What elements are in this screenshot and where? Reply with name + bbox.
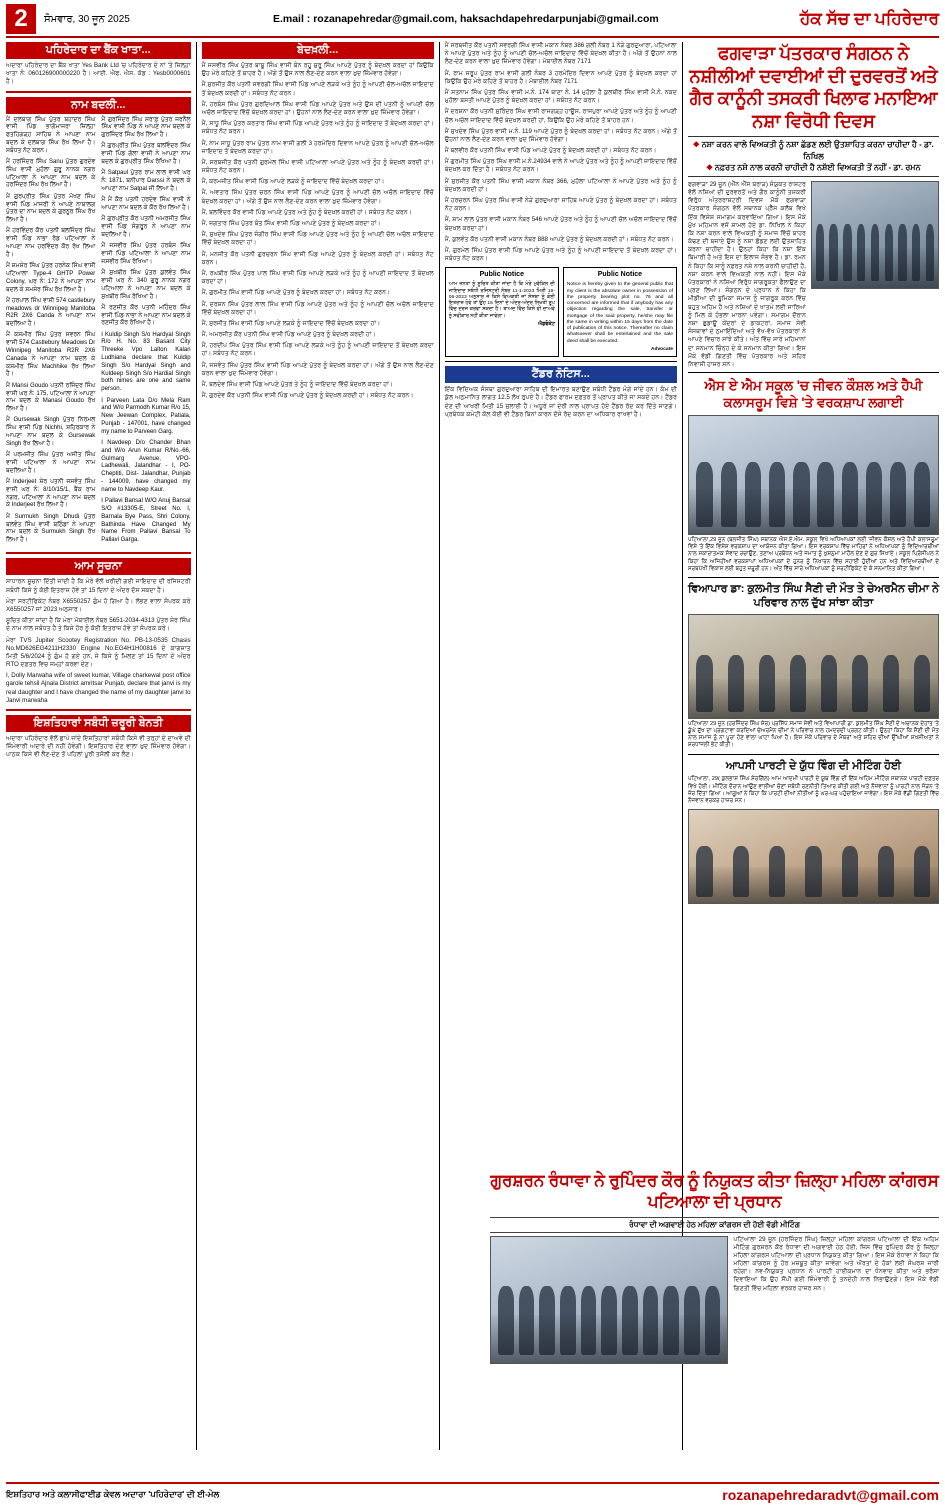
disownment-list-continued [445,42,677,263]
classified-entry: ਮੈਂ, ਹਰਦੀਪ ਸਿੰਘ ਪੁੱਤਰ ਸਿੰਘ ਵਾਸੀ ਪਿੰਡ ਆਪਣੇ ਲੜਕੇ ਅਤੇ ਨੂੰਹ ਨੂੰ ਆਪਣੀ ਜਾਇਦਾਦ ਤੋਂ ਬੇਦਖ਼ਲ ਕਰਦਾ ਹਾਂ। ਸਬੰਧਤ ਨੋਟ ਕਰਨ। [201,342,434,358]
tender-notice-text: ਇੱਕ ਵਿਦਿਅਕ ਸੰਸਥਾ ਗੁਰਦੁਆਰਾ ਸਾਹਿਬ ਦੀ ਇਮਾਰਤ ਬਣਾਉਣ ਸਬੰਧੀ ਟੈਂਡਰ ਮੰਗੇ ਜਾਂਦੇ ਹਨ। ਕੰਮ ਦੀ ਕੁੱਲ ਅਨੁਮਾਨਿਤ ਲਾਗਤ 12.5 ਲੱਖ ਰੁਪਏ ਹੈ। ਟੈਂਡਰ ਫਾਰਮ ਦਫ਼ਤਰ ਤੋਂ ਪ੍ਰਾਪਤ ਕੀਤੇ ਜਾ ਸਕਦੇ ਹਨ। ਟੈਂਡਰ ਦੇਣ ਦੀ ਆਖਰੀ ਮਿਤੀ 15 ਜੁਲਾਈ ਹੈ। ਅਧੂਰੇ ਜਾਂ ਦੇਰੀ ਨਾਲ ਪ੍ਰਾਪਤ ਹੋਏ ਟੈਂਡਰ ਰੱਦ ਕਰ ਦਿੱਤੇ ਜਾਣਗੇ। ਪ੍ਰਬੰਧਕ ਕਮੇਟੀ ਕੋਲ ਕੋਈ ਵੀ ਟੈਂਡਰ ਬਿਨਾਂ ਕਾਰਨ ਦੱਸੇ ਰੱਦ ਕਰਨ ਦਾ ਅਧਿਕਾਰ ਰਾਖਵਾਂ ਹੈ। [444,386,677,418]
lead-headline: ਫਗਵਾੜਾ ਪੱਤਰਕਾਰ ਸੰਗਠਨ ਨੇ ਨਸ਼ੀਲੀਆਂ ਦਵਾਈਆਂ ਦੀ ਦੁਰਵਰਤੋਂ ਅਤੇ ਗੈਰ ਕਾਨੂੰਨੀ ਤਸਕਰੀ ਖਿਲਾਫ ਮਨਾਇਆ ਨਸ਼ਾ ਵਿਰੋਧੀ ਦਿਵਸ [689,43,938,131]
classified-entry: ਮੈਂ ਜਸਵੀਰ ਸਿੰਘ ਪੁੱਤਰ ਹਰਬੰਸ ਸਿੰਘ ਵਾਸੀ ਪਿੰਡ ਪਟਿਆਲਾ ਨੇ ਆਪਣਾ ਨਾਮ ਜਸਵੀਰ ਸਿੰਘ ਰੱਖਿਆ। [101,243,191,265]
classified-entry: ਮੈਂ, ਗੁਰਮੇਲ ਸਿੰਘ ਪੁੱਤਰ ਵਾਸੀ ਪਿੰਡ ਆਪਣੇ ਪੁੱਤਰ ਅਤੇ ਨੂੰਹ ਨੂੰ ਆਪਣੀ ਜਾਇਦਾਦ ਤੋਂ ਬੇਦਖ਼ਲ ਕਰਦਾ ਹਾਂ। ਸਬੰਧਤ ਨੋਟ ਕਰਨ। [444,246,677,263]
classified-entry: ਮੈਂ ਮੈਂ ਕੌਰ ਪਤਨੀ ਹਰਦੇਵ ਸਿੰਘ ਵਾਸੀ ਨੇ ਆਪਣਾ ਨਾਮ ਬਦਲ ਕੇ ਕੌਰ ਰੱਖ ਲਿਆ ਹੈ। [101,197,191,212]
public-notice-left [445,267,559,357]
publication-date: ਸੋਮਵਾਰ, 30 ਜੂਨ 2025 [44,13,130,25]
classified-entry: ਮੈਂ ਸੁਖਦੇਵ ਸਿੰਘ ਪੁੱਤਰ ਵਾਸੀ ਮ.ਨੰ. 119 ਆਪਣੇ ਪੁੱਤਰ ਨੂੰ ਬੇਦਖ਼ਲ ਕਰਦਾ ਹਾਂ। ਸਬੰਧਤ ਨੋਟ ਕਰਨ। ਅੱਗੇ ਤੋਂ ਉਹਨਾਂ ਨਾਲ ਲੈਣ-ਦੇਣ ਕਰਨ ਵਾਲਾ ਖ਼ੁਦ ਜ਼ਿੰਮੇਵਾਰ ਹੋਵੇਗਾ। [444,127,677,143]
classified-entry: ਮੈਂ, ਬਲਦੇਵ ਸਿੰਘ ਵਾਸੀ ਪਿੰਡ ਆਪਣੇ ਪੁੱਤਰ ਤੇ ਨੂੰਹ ਨੂੰ ਜਾਇਦਾਦ ਵਿੱਚੋਂ ਬੇਦਖ਼ਲ ਕਰਦਾ ਹਾਂ। [201,381,394,388]
section-header-name-change: ਨਾਮ ਬਦਲੀ... [6,97,191,114]
footer-note: ਇਸ਼ਤਿਹਾਰ ਅਤੇ ਕਲਾਸੀਫਾਈਡ ਕੇਵਲ ਅਦਾਰਾ 'ਪਹਿਰੇਦਾਰ' ਦੀ ਈ-ਮੇਲ [6,1489,220,1500]
classified-entry: ਮੈਂ ਗੁਰਪ੍ਰੀਤ ਸਿੰਘ ਪੁੱਤਰ ਬਲਵਿੰਦਰ ਸਿੰਘ ਵਾਸੀ ਪਿੰਡ ਗੋਲਾ ਵਾਸੀ ਨੇ ਆਪਣਾ ਨਾਮ ਬਦਲ ਕੇ ਗੁਰਪ੍ਰੀਤ ਸਿੰਘ ਰੱਖਿਆ ਹੈ। [101,143,191,166]
classified-entry: ਮੈਂ ਸੁਰਜੀਤ ਕੌਰ ਪਤਨੀ ਸਵਰਗੀ ਸਿੰਘ ਵਾਸੀ ਪਿੰਡ ਆਪਣੇ ਲੜਕੇ ਅਤੇ ਨੂੰਹ ਨੂੰ ਆਪਣੀ ਚੱਲ-ਅਚੱਲ ਜਾਇਦਾਦ ਤੋਂ ਬੇਦਖ਼ਲ ਕਰਦੀ ਹਾਂ। ਸਬੰਧਤ ਨੋਟ ਕਰਨ। [201,81,434,97]
classified-entry: ਮੈਂ, ਸੁਰਜੀਤ ਸਿੰਘ ਵਾਸੀ ਪਿੰਡ ਆਪਣੇ ਲੜਕੇ ਨੂੰ ਜਾਇਦਾਦ ਵਿੱਚੋਂ ਬੇਦਖ਼ਲ ਕਰਦਾ ਹਾਂ। [201,319,381,327]
classified-entry: ਮੈਂ ਦਰਸ਼ਨਾ ਕੌਰ ਪਤਨੀ ਸੁਰਿੰਦਰ ਸਿੰਘ ਵਾਸੀ ਰਾਜਗੜ੍ਹ ਹਾਊਸ, ਰਾਜਪੁਰਾ ਆਪਣੇ ਪੁੱਤਰ ਅਤੇ ਨੂੰਹ ਨੂੰ ਆਪਣੀ ਚੱਲ ਅਚੱਲ ਜਾਇਦਾਦ ਵਿੱਚੋਂ ਬੇਦਖ਼ਲ ਕਰਦੀ ਹਾਂ, ਕਿਉਂਕਿ ਉਹ ਮੇਰੇ ਕਹਿਣੇ ਤੋਂ ਬਾਹਰ ਹਨ। [444,108,677,124]
column-classifieds-1 [6,42,197,1450]
bottom-feature-photo [490,1236,728,1364]
classified-entry: ਮੈਂ Gursewak Singh ਪੁੱਤਰ ਨਿਰਮਲ ਸਿੰਘ ਵਾਸੀ ਪਿੰਡ Nichhi, ਸ਼ਹਿਰਕਾਰ ਨੇ ਆਪਣਾ ਨਾਮ ਬਦਲ ਕੇ Gursewak Singh ਰੱਖ ਲਿਆ ਹੈ। [6,417,96,447]
classified-entry: ਮੈਂ, ਰਾਮ ਸਰੂਪ ਪੁੱਤਰ ਰਾਮ ਵਾਸੀ ਗਲੀ ਨੰਬਰ 3 ਹਰਮੰਦਿਰ ਦਿਵਾਨ ਆਪਣੇ ਪੁੱਤਰ ਨੂੰ ਬੇਦਖ਼ਲ ਕਰਦਾ ਹਾਂ ਕਿਉਂਕਿ ਉਹ ਮੇਰੇ ਕਹਿਣੇ ਤੋਂ ਬਾਹਰ ਹੈ। ਮੋਬਾਈਲ ਨੰਬਰ 7171 [444,69,677,85]
masthead-email [138,4,794,34]
classified-entry: ਮੈਂ Surmukh Singh Dhudi ਪੁੱਤਰ ਬਲਵੰਤ ਸਿੰਘ ਵਾਸੀ ਬਠਿੰਡਾ ਨੇ ਆਪਣਾ ਨਾਮ ਬਦਲ ਕੇ Surmukh Singh ਰੱਖ ਲਿਆ ਹੈ। [6,513,96,544]
story3-photo [688,614,939,719]
classified-entry: ਮੈਂ ਸੁਖਬੀਰ ਸਿੰਘ ਪੁੱਤਰ ਕੁਲਵੰਤ ਸਿੰਘ ਵਾਸੀ ਘਰ ਨੰ: 340 ਗੁਰੂ ਨਾਨਕ ਨਗਰ ਪਟਿਆਲਾ ਨੇ ਆਪਣਾ ਨਾਮ ਬਦਲ ਕੇ ਸੁਖਬੀਰ ਸਿੰਘ ਰੱਖਿਆ ਹੈ। [101,270,191,300]
classified-entry: ਮੈਂ, ਅਵਤਾਰ ਸਿੰਘ ਪੁੱਤਰ ਚਰਨ ਸਿੰਘ ਵਾਸੀ ਪਿੰਡ ਆਪਣੇ ਪੁੱਤਰ ਨੂੰ ਆਪਣੀ ਚੱਲ ਅਚੱਲ ਜਾਇਦਾਦ ਵਿੱਚੋਂ ਬੇਦਖ਼ਲ ਕਰਦਾ ਹਾਂ। ਅੱਗੇ ਤੋਂ ਉਸ ਨਾਲ ਲੈਣ-ਦੇਣ ਕਰਨ ਵਾਲਾ ਖ਼ੁਦ ਜ਼ਿੰਮੇਵਾਰ ਹੋਵੇਗਾ। [201,189,434,205]
classified-entry: ਮੈਂ, ਕਰਮਜੀਤ ਸਿੰਘ ਵਾਸੀ ਪਿੰਡ ਆਪਣੇ ਲੜਕੇ ਨੂੰ ਜਾਇਦਾਦ ਵਿੱਚੋਂ ਬੇਦਖ਼ਲ ਕਰਦਾ ਹਾਂ। [201,178,385,186]
classified-entry: ਮੈਂ ਗੁਰਪ੍ਰੀਤ ਕੌਰ ਪਤਨੀ ਅਮਰਜੀਤ ਸਿੰਘ ਵਾਸੀ ਪਿੰਡ ਸੰਗਰੂਰ ਨੇ ਆਪਣਾ ਨਾਮ ਬਦਲਿਆ ਹੈ। [101,216,191,238]
bottom-feature-kicker: ਰੰਧਾਵਾ ਦੀ ਅਗਵਾਈ ਹੇਠ ਮਹਿਲਾ ਕਾਂਗਰਸ ਦੀ ਹੋਈ ਵੱਡੀ ਮੀਟਿੰਗ [490,1217,939,1233]
general-notice-list [6,578,191,705]
story4-text: ਪਟਿਆਲਾ, 29( ਕੁਲਭਾਸ਼ ਸਿੰਘ ਸ਼ੇਰਗਿੱਲ) ਆਮ ਆਦਮੀ ਪਾਰਟੀ ਦੇ ਯੂਥ ਵਿੰਗ ਦੀ ਇੱਕ ਅਹਿਮ ਮੀਟਿੰਗ ਸਥਾਨਕ ਪਾਰਟੀ ਦਫ਼ਤਰ ਵਿਖੇ ਹੋਈ। ਮੀਟਿੰਗ ਦੌਰਾਨ ਆਉਣ ਵਾਲੀਆਂ ਚੋਣਾਂ ਸਬੰਧੀ ਰਣਨੀਤੀ ਤਿਆਰ ਕੀਤੀ ਗਈ ਅਤੇ ਨੌਜਵਾਨਾਂ ਨੂੰ ਪਾਰਟੀ ਨਾਲ ਜੋੜਨ 'ਤੇ ਜ਼ੋਰ ਦਿੱਤਾ ਗਿਆ। ਆਗੂਆਂ ਨੇ ਕਿਹਾ ਕਿ ਪਾਰਟੀ ਦੀਆਂ ਨੀਤੀਆਂ ਨੂੰ ਘਰ-ਘਰ ਪਹੁੰਚਾਇਆ ਜਾਵੇਗਾ। ਇਸ ਮੌਕੇ ਵੱਡੀ ਗਿਣਤੀ ਵਿੱਚ ਨੌਜਵਾਨ ਵਰਕਰ ਹਾਜ਼ਰ ਸਨ। [687,776,939,805]
classified-entry: ਮੈਂ, ਗੁਰਮੀਤ ਸਿੰਘ ਵਾਸੀ ਪਿੰਡ ਆਪਣੇ ਪੁੱਤਰ ਨੂੰ ਬੇਦਖ਼ਲ ਕਰਦਾ ਹਾਂ। ਸਬੰਧਤ ਨੋਟ ਕਰਨ। [201,289,391,297]
classified-entry: ਮੈਂ, ਗੁਰਦੇਵ ਕੌਰ ਪਤਨੀ ਸਿੰਘ ਵਾਸੀ ਪਿੰਡ ਆਪਣੇ ਪੁੱਤਰ ਨੂੰ ਬੇਦਖ਼ਲ ਕਰਦੀ ਹਾਂ। ਸਬੰਧਤ ਨੋਟ ਕਰਨ। [201,392,414,400]
classified-entry: ਮੈਂ Satpaul ਪੁੱਤਰ ਰਾਮ ਲਾਲ ਵਾਸੀ ਘਰ ਨੰ: 1871, ਬਨੀਪਾਰ Darssi ਨੇ ਬਦਲ ਕੇ ਆਪਣਾ ਨਾਮ Satpal ਜੀ ਲਿਆ ਹੈ। [101,170,191,192]
classified-entry: ਸੂਚਿਤ ਕੀਤਾ ਜਾਂਦਾ ਹੈ ਕਿ ਮੇਰਾ ਮੋਬਾਈਲ ਨੰਬਰ 5651-2034-4313 ਪੁੱਤਰ ਸ਼ੇਰ ਸਿੰਘ ਦੇ ਨਾਮ ਨਾਲ ਸਬੰਧਤ ਹੈ ਤੇ ਕਿਸੇ ਹੋਰ ਨੂੰ ਕੋਈ ਇਤਰਾਜ਼ ਹੋਵੇ ਤਾਂ ਸੰਪਰਕ ਕਰੇ। [6,617,191,633]
classified-entry: ਮੈਂ, ਸ਼ਾਮ ਲਾਲ ਪੁੱਤਰ ਵਾਸੀ ਮਕਾਨ ਨੰਬਰ 546 ਆਪਣੇ ਪੁੱਤਰ ਅਤੇ ਨੂੰਹ ਨੂੰ ਆਪਣੀ ਚੱਲ ਅਚੱਲ ਜਾਇਦਾਦ ਵਿੱਚੋਂ ਬੇਦਖ਼ਲ ਕਰਦਾ ਹਾਂ। [444,216,677,232]
public-notice-right [563,267,677,357]
column-classifieds-2 [202,42,440,1450]
bottom-feature [490,1170,939,1364]
section-header-ad-request: ਇਸ਼ਤਿਹਾਰਾਂ ਸਬੰਧੀ ਜ਼ਰੂਰੀ ਬੇਨਤੀ [6,715,191,732]
classified-entry: ਸਾਧਾਰਨ ਸੂਚਨਾ ਦਿੱਤੀ ਜਾਂਦੀ ਹੈ ਕਿ ਮੇਰੇ ਵੱਲੋਂ ਖ਼ਰੀਦੀ ਗਈ ਜਾਇਦਾਦ ਦੀ ਰਜਿਸਟਰੀ ਸਬੰਧੀ ਕਿਸੇ ਨੂੰ ਕੋਈ ਇਤਰਾਜ਼ ਹੋਵੇ ਤਾਂ 15 ਦਿਨਾਂ ਦੇ ਅੰਦਰ ਦੱਸ ਸਕਦਾ ਹੈ। [6,578,191,594]
classified-entry: ਮੈਂ, ਜਗਤਾਰ ਸਿੰਘ ਪੁੱਤਰ ਬੰਤ ਸਿੰਘ ਵਾਸੀ ਪਿੰਡ ਆਪਣੇ ਪੁੱਤਰ ਨੂੰ ਬੇਦਖ਼ਲ ਕਰਦਾ ਹਾਂ। [201,220,381,227]
classified-entry: ਮੈਂ, ਅਮਰਜੀਤ ਕੌਰ ਪਤਨੀ ਸਿੰਘ ਵਾਸੀ ਪਿੰਡ ਆਪਣੇ ਪੁੱਤਰ ਨੂੰ ਬੇਦਖ਼ਲ ਕਰਦੀ ਹਾਂ। [201,331,376,339]
classified-entry: ਮੈਂ, ਕੁਲਵੰਤ ਕੌਰ ਪਤਨੀ ਵਾਸੀ ਮਕਾਨ ਨੰਬਰ 888 ਆਪਣੇ ਪੁੱਤਰ ਨੂੰ ਬੇਦਖ਼ਲ ਕਰਦੀ ਹਾਂ। ਸਬੰਧਤ ਨੋਟ ਕਰਨ। [444,235,674,243]
public-notice-left-body: ਆਮ ਜਨਤਾ ਨੂੰ ਸੂਚਿਤ ਕੀਤਾ ਜਾਂਦਾ ਹੈ ਕਿ ਮੇਰੇ ਮੁਵੱਕਿਲ ਦੀ ਜਾਇਦਾਦ ਸਬੰਧੀ ਰਜਿਸਟਰੀ ਨੰਬਰ 11-1-2023 ਮਿਤੀ 19-06-2023 ਅਨੁਸਾਰ ਜੇ ਕਿਸੇ ਵਿਅਕਤੀ ਜਾਂ ਸੰਸਥਾ ਨੂੰ ਕੋਈ ਇਤਰਾਜ਼ ਹੋਵੇ ਤਾਂ ਉਹ 15 ਦਿਨਾਂ ਦੇ ਅੰਦਰ-ਅੰਦਰ ਲਿਖਤੀ ਰੂਪ ਵਿੱਚ ਦਰਜ ਕਰਵਾ ਸਕਦਾ ਹੈ। ਬਾਅਦ ਵਿੱਚ ਕਿਸੇ ਵੀ ਦਾਅਵੇ ਨੂੰ ਸਵੀਕਾਰ ਨਹੀਂ ਕੀਤਾ ਜਾਵੇਗਾ। [448,282,555,319]
classified-entry: I Kuldip Singh S/o Hardyal Singh R/o H. No. 83 Basant City Threeke Vpo Lalton Kalan Ludhiana declare that Kuldip Singh S/o Hardyal Singh and Kuldeep Singh S/o Hardial Singh both nimes are one and same person. [101,331,191,393]
footer-email: rozanapehredaradvt@gmail.com [722,1487,939,1503]
story3-text: ਪਟਿਆਲਾ 29 ਜੂਨ (ਹਰਜਿੰਦਰ ਸਿੰਘ ਸ਼ੇਰ) ਪ੍ਰਸਿੱਧ ਸਮਾਜ ਸੇਵੀ ਅਤੇ ਵਿਆਪਾਰੀ ਡਾ. ਕੁਲਮੀਤ ਸਿੰਘ ਸੈਣੀ ਦੇ ਅਚਾਨਕ ਦੇਹਾਂਤ 'ਤੇ ਡੂੰਘੇ ਦੁੱਖ ਦਾ ਪ੍ਰਗਟਾਵਾ ਕਰਦਿਆਂ ਚੇਅਰਮੈਨ ਚੀਮਾ ਨੇ ਪਰਿਵਾਰ ਨਾਲ ਹਮਦਰਦੀ ਪ੍ਰਗਟ ਕੀਤੀ। ਉਨ੍ਹਾਂ ਕਿਹਾ ਕਿ ਸੈਣੀ ਦੀ ਮੌਤ ਨਾਲ ਸਮਾਜ ਨੂੰ ਨਾ ਪੂਰਾ ਹੋਣ ਵਾਲਾ ਘਾਟਾ ਪਿਆ ਹੈ। ਇਸ ਮੌਕੇ ਪਰਿਵਾਰ ਦੇ ਮੈਂਬਰਾਂ ਅਤੇ ਸ਼ਹਿਰ ਦੀਆਂ ਉੱਘੀਆਂ ਸ਼ਖਸੀਅਤਾਂ ਨੇ ਸ਼ਰਧਾਂਜਲੀ ਭੇਟ ਕੀਤੀ। [687,720,939,749]
classified-entry: ਮੈਂ Inderjeet ਸ਼ੇਰ ਪਤਨੀ ਜਸਵੰਤ ਸਿੰਘ ਵਾਸੀ ਘਰ ਨੰ: 8/10/15/1, ਬੈਂਕ ਰਾਮ ਨਗਰ, ਪਟਿਆਲਾ ਨੇ ਆਪਣਾ ਨਾਮ ਬਦਲ ਕੇ Inderjeet ਰੱਖ ਲਿਆ ਹੈ। [6,479,96,509]
story3-headline: ਵਿਆਪਾਰ ਡਾ: ਕੁਲਮੀਤ ਸਿੰਘ ਸੈਣੀ ਦੀ ਮੌਤ ਤੇ ਚੇਅਰਮੈਨ ਚੀਮਾ ਨੇ ਪਰਿਵਾਰ ਨਾਲ ਦੁੱਖ ਸਾਂਝਾ ਕੀਤਾ [687,583,939,609]
disownment-list [202,62,434,400]
public-notice-left-sign: ਐਡਵੋਕੇਟ [537,321,555,327]
classified-entry: ਮੈਂ ਗੁਰਮੀਤ ਸਿੰਘ ਪੁੱਤਰ ਸਿੰਘ ਵਾਸੀ ਮ.ਨੰ.24934 ਵਾਲੇ ਨੇ ਆਪਣੇ ਪੁੱਤਰ ਅਤੇ ਨੂੰਹ ਨੂੰ ਆਪਣੀ ਜਾਇਦਾਦ ਵਿੱਚੋਂ ਬੇਦਖ਼ਲ ਕਰ ਦਿੱਤਾ ਹੈ। ਸਬੰਧਤ ਨੋਟ ਕਰਨ। [444,158,677,174]
story2-text: ਪਟਿਆਲਾ,29 ਜੂਨ (ਬਲਜੀਤ ਸਿੰਘ) ਸਥਾਨਕ ਐਸ.ਏ.ਐਮ. ਸਕੂਲ ਵਿਖੇ ਅਧਿਆਪਕਾਂ ਲਈ 'ਜੀਵਨ ਕੌਸ਼ਲ ਅਤੇ ਹੈਪੀ ਕਲਾਸਰੂਮ' ਵਿਸ਼ੇ 'ਤੇ ਇੱਕ ਵਿਸ਼ੇਸ਼ ਵਰਕਸ਼ਾਪ ਦਾ ਆਯੋਜਨ ਕੀਤਾ ਗਿਆ। ਇਸ ਵਰਕਸ਼ਾਪ ਵਿੱਚ ਮਾਹਿਰਾਂ ਨੇ ਅਧਿਆਪਕਾਂ ਨੂੰ ਵਿਦਿਆਰਥੀਆਂ ਨਾਲ ਸਕਾਰਾਤਮਕ ਸੰਵਾਦ ਰਚਾਉਣ, ਤਣਾਅ ਪ੍ਰਬੰਧਨ ਅਤੇ ਜਮਾਤ ਨੂੰ ਖੁਸ਼ਨੁਮਾ ਮਾਹੌਲ ਦੇਣ ਦੇ ਗੁਰ ਸਿਖਾਏ। ਸਕੂਲ ਪ੍ਰਿੰਸੀਪਲ ਨੇ ਕਿਹਾ ਕਿ ਅਜਿਹੀਆਂ ਵਰਕਸ਼ਾਪਾਂ ਅਧਿਆਪਕਾਂ ਦੇ ਹੁਨਰ ਨੂੰ ਨਿਖਾਰਨ ਵਿੱਚ ਸਹਾਈ ਹੁੰਦੀਆਂ ਹਨ ਅਤੇ ਵਿਦਿਆਰਥੀਆਂ ਦੇ ਸਰਬਪੱਖੀ ਵਿਕਾਸ ਲਈ ਬਹੁਤ ਜ਼ਰੂਰੀ ਹਨ। ਅੰਤ ਵਿੱਚ ਸਾਰੇ ਅਧਿਆਪਕਾਂ ਨੂੰ ਸਰਟੀਫਿਕੇਟ ਦੇ ਕੇ ਸਨਮਾਨਿਤ ਕੀਤਾ ਗਿਆ। [687,536,939,572]
classified-entry: ਮੈਂ, ਸੁਖਦੇਵ ਸਿੰਘ ਪੁੱਤਰ ਜੰਗੀਰ ਸਿੰਘ ਵਾਸੀ ਪਿੰਡ ਆਪਣੇ ਪੁੱਤਰ ਅਤੇ ਨੂੰਹ ਨੂੰ ਆਪਣੀ ਚੱਲ ਅਚੱਲ ਜਾਇਦਾਦ ਵਿੱਚੋਂ ਬੇਦਖ਼ਲ ਕਰਦਾ ਹਾਂ। [201,231,434,247]
classified-entry: ਮੈਂ, ਮਨਜੀਤ ਕੌਰ ਪਤਨੀ ਗੁਰਚਰਨ ਸਿੰਘ ਵਾਸੀ ਪਿੰਡ ਆਪਣੇ ਪੁੱਤਰ ਨੂੰ ਬੇਦਖ਼ਲ ਕਰਦੀ ਹਾਂ। ਸਬੰਧਤ ਨੋਟ ਕਰਨ। [201,250,434,266]
classified-entry: ਮੈਂ ਸ਼ਮਸ਼ੇਰ ਸਿੰਘ ਪੁੱਤਰ ਹਰਨੇਕ ਸਿੰਘ ਵਾਸੀ ਪਟਿਆਲਾ Type-4 GHTP Power Colony, ਘਰ ਨੰ: 172 ਨੇ ਆਪਣਾ ਨਾਮ ਬਦਲ ਕੇ ਸ਼ਮਸ਼ੇਰ ਸਿੰਘ ਰੱਖ ਲਿਆ ਹੈ। [6,263,96,293]
classified-entry: ਮੈਂ, ਸਰਬਜੀਤ ਕੌਰ ਪਤਨੀ ਗੁਰਮੇਲ ਸਿੰਘ ਵਾਸੀ ਪਟਿਆਲਾ ਆਪਣੇ ਪੁੱਤਰ ਅਤੇ ਨੂੰਹ ਨੂੰ ਬੇਦਖ਼ਲ ਕਰਦੀ ਹਾਂ। ਸਬੰਧਤ ਨੋਟ ਕਰਨ। [201,158,434,175]
section-header-tender: ਟੈਂਡਰ ਨੋਟਿਸ... [445,366,677,383]
classified-entry: ਮੈਂ ਸਤਨਾਮ ਸਿੰਘ ਪੁੱਤਰ ਸਿੰਘ ਵਾਸੀ ਮ.ਨੰ. 174 ਥਾਣਾ ਨੰ. 14 ਮੁਹੱਲਾ ਹੈ ਕੁਲਬੀਰ ਸਿੰਘ ਵਾਸੀ ਮੈ.ਨੰ. ਨਕਦ ਮੁਹੱਲਾ ਬਸਤੀ ਆਪਣੇ ਪੁੱਤਰ ਨੂੰ ਬੇਦਖ਼ਲ ਕਰਦਾ ਹਾਂ। ਸਬੰਧਤ ਨੋਟ ਕਰਨ। [444,88,677,105]
classified-entry: ਮੈਂ ਸਰਬਜੀਤ ਕੌਰ ਪਤਨੀ ਸਵਰਗੀ ਸਿੰਘ ਵਾਸੀ ਮਕਾਨ ਨੰਬਰ 386 ਗਲੀ ਨੰਬਰ 1 ਨੇੜੇ ਗੁਰਦੁਆਰਾ, ਪਟਿਆਲਾ ਨੇ ਆਪਣੇ ਪੁੱਤਰ ਅਤੇ ਨੂੰਹ ਨੂੰ ਆਪਣੀ ਚੱਲ-ਅਚੱਲ ਜਾਇਦਾਦ ਵਿੱਚੋਂ ਬੇਦਖ਼ਲ ਕੀਤਾ ਹੈ। ਅੱਗੇ ਤੋਂ ਉਹਨਾਂ ਨਾਲ ਲੈਣ-ਦੇਣ ਕਰਨ ਵਾਲਾ ਖ਼ੁਦ ਜ਼ਿੰਮੇਵਾਰ ਹੋਵੇਗਾ। ਮੋਬਾਈਲ ਨੰਬਰ 7171 [444,42,677,66]
email-addresses: rozanapehredar@gmail.com, haksachdapehredarpunjabi@gmail.com [313,13,659,25]
bank-account-text: ਅਦਾਰਾ ਪਹਿਰੇਦਾਰ ਦਾ ਬੈਂਕ ਖਾਤਾ Yes Bank Ltd 'ਚ ਪਹਿਰੇਦਾਰ ਦੇ ਨਾਂ 'ਤੇ ਜ਼ਿਲ੍ਹਾ ਖਾਤਾ ਨੰ: 060126900000220 ਹੈ। ਆਈ. ਐਫ. ਐਸ. ਕੋਡ : Yesb0000601 ਹੈ। [6,62,191,86]
lead-story [688,42,939,373]
bottom-feature-text: ਪਟਿਆਲਾ 29 ਜੂਨ (ਹਰਜਿੰਦਰ ਸਿੰਘ) ਜ਼ਿਲ੍ਹਾ ਮਹਿਲਾ ਕਾਂਗਰਸ ਪਟਿਆਲਾ ਦੀ ਇੱਕ ਅਹਿਮ ਮੀਟਿੰਗ ਗੁਰਸ਼ਰਨ ਕੌਰ ਰੰਧਾਵਾ ਦੀ ਅਗਵਾਈ ਹੇਠ ਹੋਈ, ਜਿਸ ਵਿੱਚ ਰੁਪਿੰਦਰ ਕੌਰ ਨੂੰ ਜ਼ਿਲ੍ਹਾ ਮਹਿਲਾ ਕਾਂਗਰਸ ਪਟਿਆਲਾ ਦੀ ਪ੍ਰਧਾਨ ਨਿਯੁਕਤ ਕੀਤਾ ਗਿਆ। ਇਸ ਮੌਕੇ ਰੰਧਾਵਾ ਨੇ ਕਿਹਾ ਕਿ ਮਹਿਲਾ ਕਾਂਗਰਸ ਨੂੰ ਹੋਰ ਮਜ਼ਬੂਤ ਕੀਤਾ ਜਾਵੇਗਾ ਅਤੇ ਔਰਤਾਂ ਦੇ ਹੱਕਾਂ ਲਈ ਸੰਘਰਸ਼ ਜਾਰੀ ਰਹੇਗਾ। ਨਵ-ਨਿਯੁਕਤ ਪ੍ਰਧਾਨ ਨੇ ਪਾਰਟੀ ਹਾਈਕਮਾਨ ਦਾ ਧੰਨਵਾਦ ਕੀਤਾ ਅਤੇ ਭਰੋਸਾ ਦਿਵਾਇਆ ਕਿ ਉਹ ਸੌਂਪੀ ਗਈ ਜ਼ਿੰਮੇਵਾਰੀ ਨੂੰ ਤਨਦੇਹੀ ਨਾਲ ਨਿਭਾਉਣਗੇ। ਇਸ ਮੌਕੇ ਵੱਡੀ ਗਿਣਤੀ ਵਿੱਚ ਮਹਿਲਾ ਵਰਕਰ ਹਾਜ਼ਰ ਸਨ। [733,1235,939,1292]
story2-headline: ਐਸ ਏ ਐਮ ਸਕੂਲ 'ਚ ਜੀਵਨ ਕੌਸ਼ਲ ਅਤੇ ਹੈਪੀ ਕਲਾਸਰੂਮ ਵਿਸ਼ੇ 'ਤੇ ਵਰਕਸ਼ਾਪ ਲਗਾਈ [704,378,923,410]
page-footer [6,1482,939,1503]
section-header-bank-account: ਪਹਿਰੇਦਾਰ ਦਾ ਬੈਂਕ ਖਾਤਾ... [6,42,191,59]
classified-entry: ਮੈਂ, ਹਰਬੰਸ ਸਿੰਘ ਪੁੱਤਰ ਗੁਰਦਿਆਲ ਸਿੰਘ ਵਾਸੀ ਪਿੰਡ ਆਪਣੇ ਪੁੱਤਰ ਅਤੇ ਉਸ ਦੀ ਪਤਨੀ ਨੂੰ ਆਪਣੀ ਚੱਲ ਅਚੱਲ ਜਾਇਦਾਦ ਵਿੱਚੋਂ ਬੇਦਖ਼ਲ ਕਰਦਾ ਹਾਂ। ਉਹਨਾਂ ਨਾਲ ਲੈਣ-ਦੇਣ ਕਰਨ ਵਾਲਾ ਖ਼ੁਦ ਜ਼ਿੰਮੇਵਾਰ ਹੋਵੇਗਾ। [201,100,434,116]
classified-entry: I Parveen Lata D/o Mela Ram and W/o Parmodh Kumar R/o 15, New Jeewan Complex, Patiala, Punjab - 147001, have changed my name to Parveen Garg. [101,397,191,435]
classified-entry: ਮੈਂ, ਦਰਸ਼ਨ ਸਿੰਘ ਪੁੱਤਰ ਲਾਲ ਸਿੰਘ ਵਾਸੀ ਪਿੰਡ ਆਪਣੇ ਪੁੱਤਰ ਅਤੇ ਨੂੰਹ ਨੂੰ ਆਪਣੀ ਚੱਲ ਅਚੱਲ ਜਾਇਦਾਦ ਵਿੱਚੋਂ ਬੇਦਖ਼ਲ ਕਰਦਾ ਹਾਂ। [201,300,434,316]
page-number-badge: 2 [6,4,36,34]
lead-sub-1: ਨਸ਼ਾ ਕਰਨ ਵਾਲੇ ਵਿਅਕਤੀ ਨੂੰ ਨਸ਼ਾ ਛੱਡਣ ਲਈ ਉਤਸ਼ਾਹਿਤ ਕਰਨਾ ਚਾਹੀਦਾ ਹੈ - ਡਾ. ਨਿਖਿਲ [701,140,934,161]
classified-entry: ਮੈਂ ਰਣਜੀਤ ਕੌਰ ਪਤਨੀ ਮਹਿੰਦਰ ਸਿੰਘ ਵਾਸੀ ਪਿੰਡ ਨਾਭਾ ਨੇ ਆਪਣਾ ਨਾਮ ਬਦਲ ਕੇ ਰਣਜੀਤ ਕੌਰ ਰੱਖਿਆ ਹੈ। [101,304,191,327]
classified-entry: ਮੈਂ ਕਸ਼ਮੀਰ ਸਿੰਘ ਪੁੱਤਰ ਸਵਰਨ ਸਿੰਘ ਵਾਸੀ 574 Castlebury Meadows Dr Winnipeg Manitoba R2R 2X6 Canada ਨੇ ਆਪਣਾ ਨਾਮ ਬਦਲ ਕੇ ਕਸ਼ਮੀਰ ਸਿੰਘ Machhike ਰੱਖ ਲਿਆ ਹੈ। [6,332,96,378]
lead-story-photo [811,181,939,289]
classified-entry: ਮੈਂ, ਸਾਧੂ ਸਿੰਘ ਪੁੱਤਰ ਕਰਤਾਰ ਸਿੰਘ ਵਾਸੀ ਪਿੰਡ ਆਪਣੇ ਪੁੱਤਰ ਅਤੇ ਨੂੰਹ ਨੂੰ ਜਾਇਦਾਦ ਤੋਂ ਬੇਦਖ਼ਲ ਕਰਦਾ ਹਾਂ। ਸਬੰਧਤ ਨੋਟ ਕਰਨ। [201,120,434,136]
classified-entry: ਮੈਂ ਗੁਰਜਿੰਦਰ ਸਿੰਘ ਸਰਾਫ਼ ਪੁੱਤਰ ਜਰਨੈਲ ਸਿੰਘ ਵਾਸੀ ਪਿੰਡ ਨੇ ਆਪਣੇ ਨਾਮ ਬਦਲ ਕੇ ਗੁਰਜਿੰਦਰ ਸਿੰਘ ਰੱਖ ਲਿਆ ਹੈ। [101,116,191,139]
lead-subheads: ◆ ਨਸ਼ਾ ਕਰਨ ਵਾਲੇ ਵਿਅਕਤੀ ਨੂੰ ਨਸ਼ਾ ਛੱਡਣ ਲਈ ਉਤਸ਼ਾਹਿਤ ਕਰਨਾ ਚਾਹੀਦਾ ਹੈ - ਡਾ. ਨਿਖਿਲ ◆ ਨਫ਼ਰਤ ਨਸ਼ੇ ਨਾਲ ਕਰਨੀ ਚਾਹੀਦੀ ਹੈ ਨਸ਼ੱਈ ਵਿਅਕਤੀ ਤੋਂ ਨਹੀਂ - ਡਾ. ਰਮਨ [688,136,939,177]
section-header-disownment: ਬੇਦਖ਼ਲੀ... [202,42,434,59]
classified-entry: ਮੈਂ ਦਲਬਾਗ ਸਿੰਘ ਪੁੱਤਰ ਬਹਾਦਰ ਸਿੰਘ ਵਾਸੀ ਪਿੰਡ ਭਾਗੋਮਾਜਰਾ ਜ਼ਿਲ੍ਹਾ ਫਤਹਿਗੜ੍ਹ ਸਾਹਿਬ ਨੇ ਆਪਣਾ ਨਾਮ ਬਦਲ ਕੇ ਦਲਬਾਗ ਸਿੰਘ ਰੱਖ ਲਿਆ ਹੈ। ਸਬੰਧਤ ਨੋਟ ਕਰਨ। [6,116,96,154]
classified-entry: ਮੈਂ Mansi Goudo ਪਤਨੀ ਰਜਿੰਦਰ ਸਿੰਘ ਵਾਸੀ ਘਰ ਨੰ: 175, ਪਟਿਆਲਾ ਨੇ ਆਪਣਾ ਨਾਮ ਬਦਲ ਕੇ Manasi Goudo ਰੱਖ ਲਿਆ ਹੈ। [6,382,96,413]
lead-story-body-row [688,181,939,369]
lead-story-text: ਫਗਵਾੜਾ 29 ਜੂਨ (ਐੱਨ ਐੱਸ ਬਰਾੜ) ਸੰਯੁਕਤ ਰਾਸ਼ਟਰ ਵੱਲੋਂ ਨਸ਼ਿਆਂ ਦੀ ਦੁਰਵਰਤੋਂ ਅਤੇ ਗੈਰ ਕਾਨੂੰਨੀ ਤਸਕਰੀ ਵਿਰੁੱਧ ਅੰਤਰਰਾਸ਼ਟਰੀ ਦਿਵਸ ਮੌਕੇ ਫਗਵਾੜਾ ਪੱਤਰਕਾਰ ਸੰਗਠਨ ਵੱਲੋਂ ਸਥਾਨਕ ਪ੍ਰੈੱਸ ਕਲੱਬ ਵਿਖੇ ਇੱਕ ਵਿਸ਼ੇਸ਼ ਸਮਾਗਮ ਕਰਵਾਇਆ ਗਿਆ। ਇਸ ਮੌਕੇ ਮੁੱਖ ਮਹਿਮਾਨ ਵਜੋਂ ਸ਼ਾਮਲ ਹੋਏ ਡਾ. ਨਿਖਿਲ ਨੇ ਕਿਹਾ ਕਿ ਨਸ਼ਾ ਕਰਨ ਵਾਲੇ ਵਿਅਕਤੀ ਨੂੰ ਸਮਾਜ ਵਿੱਚੋਂ ਬਾਹਰ ਕੱਢਣ ਦੀ ਬਜਾਏ ਉਸ ਨੂੰ ਨਸ਼ਾ ਛੱਡਣ ਲਈ ਉਤਸ਼ਾਹਿਤ ਕਰਨਾ ਚਾਹੀਦਾ ਹੈ। ਉਨ੍ਹਾਂ ਕਿਹਾ ਕਿ ਨਸ਼ਾ ਇੱਕ ਬਿਮਾਰੀ ਹੈ ਅਤੇ ਇਸ ਦਾ ਇਲਾਜ ਸੰਭਵ ਹੈ। ਡਾ. ਰਮਨ ਨੇ ਕਿਹਾ ਕਿ ਸਾਨੂੰ ਨਫ਼ਰਤ ਨਸ਼ੇ ਨਾਲ ਕਰਨੀ ਚਾਹੀਦੀ ਹੈ, ਨਸ਼ਾ ਕਰਨ ਵਾਲੇ ਵਿਅਕਤੀ ਨਾਲ ਨਹੀਂ। ਇਸ ਮੌਕੇ ਪੱਤਰਕਾਰਾਂ ਨੇ ਨਸ਼ਿਆਂ ਵਿਰੁੱਧ ਜਾਗਰੂਕਤਾ ਫੈਲਾਉਣ ਦਾ ਪ੍ਰਣ ਲਿਆ। ਸੰਗਠਨ ਦੇ ਪ੍ਰਧਾਨ ਨੇ ਕਿਹਾ ਕਿ ਮੀਡੀਆ ਦੀ ਭੂਮਿਕਾ ਸਮਾਜ ਨੂੰ ਜਾਗਰੂਕ ਕਰਨ ਵਿੱਚ ਬਹੁਤ ਅਹਿਮ ਹੈ ਅਤੇ ਨਸ਼ਿਆਂ ਦੇ ਖਾਤਮੇ ਲਈ ਸਾਰਿਆਂ ਨੂੰ ਮਿਲ ਕੇ ਹੰਭਲਾ ਮਾਰਨਾ ਪਵੇਗਾ। ਸਮਾਗਮ ਦੌਰਾਨ ਨਸ਼ਾ ਛੁਡਾਊ ਕੇਂਦਰਾਂ ਦੇ ਡਾਕਟਰਾਂ, ਸਮਾਜ ਸੇਵੀ ਸੰਸਥਾਵਾਂ ਦੇ ਨੁਮਾਇੰਦਿਆਂ ਅਤੇ ਵੱਖ-ਵੱਖ ਪੱਤਰਕਾਰਾਂ ਨੇ ਆਪਣੇ ਵਿਚਾਰ ਸਾਂਝੇ ਕੀਤੇ। ਅੰਤ ਵਿੱਚ ਸਾਰੇ ਮਹਿਮਾਨਾਂ ਦਾ ਸਨਮਾਨ ਚਿੰਨ੍ਹ ਦੇ ਕੇ ਸਨਮਾਨ ਕੀਤਾ ਗਿਆ। ਇਸ ਮੌਕੇ ਵੱਡੀ ਗਿਣਤੀ ਵਿੱਚ ਪੱਤਰਕਾਰ ਅਤੇ ਸ਼ਹਿਰ ਨਿਵਾਸੀ ਹਾਜ਼ਰ ਸਨ। [687,180,806,368]
lead-sub-2: ਨਫ਼ਰਤ ਨਸ਼ੇ ਨਾਲ ਕਰਨੀ ਚਾਹੀਦੀ ਹੈ ਨਸ਼ੱਈ ਵਿਅਕਤੀ ਤੋਂ ਨਹੀਂ - ਡਾ. ਰਮਨ [714,163,921,173]
public-notice-left-title: Public Notice [479,271,524,279]
classified-entry: I Navdeep D/o Chander Bhan and W/o Arun Kumar R/No.-66, Gulmarg Avenue, VPO- Ladhewali, Jalandhar - I, PO- Cheptiti, Dist- Jalandhar, Punjab - 144009, have changed my name to Navdeep Kaur. [101,440,191,493]
name-change-list [6,117,191,549]
classified-entry: ਮੈਂ ਹਰਜਿੰਦਰ ਸਿੰਘ Sanu ਪੁੱਤਰ ਗੁਰਦੇਵ ਸਿੰਘ ਵਾਸੀ ਮੁਹੱਲਾ ਗੁਰੂ ਨਾਨਕ ਨਗਰ ਪਟਿਆਲਾ ਨੇ ਆਪਣਾ ਨਾਮ ਬਦਲ ਕੇ ਹਰਜਿੰਦਰ ਸਿੰਘ ਰੱਖ ਲਿਆ ਹੈ। [6,159,96,189]
public-notice-right-title: Public Notice [597,271,643,279]
section-header-general-notice: ਆਮ ਸੂਚਨਾ [6,558,191,575]
classified-entry: ਮੈਂ ਪਰਮਜੀਤ ਸਿੰਘ ਪੁੱਤਰ ਅਜੀਤ ਸਿੰਘ ਵਾਸੀ ਪਟਿਆਲਾ ਨੇ ਆਪਣਾ ਨਾਮ ਬਦਲਿਆ ਹੈ। [6,452,96,474]
classified-entry: ਮੈਂ ਹਰਪਾਲ ਸਿੰਘ ਵਾਸੀ 574 castlebury meadows dr Winnipeg Manitoba R2R 2X6 Canda ਨੇ ਆਪਣਾ ਨਾਮ ਬਦਲਿਆ ਹੈ। [6,297,96,328]
classified-entry: ਮੈਂ ਜਸਵੀਰ ਸਿੰਘ ਪੁੱਤਰ ਬਾਬੂ ਸਿੰਘ ਵਾਸੀ ਬੰਨ ਰਹੂ ਸ਼ੁਰੂ ਸਿੰਘ ਆਪਣੇ ਪੁੱਤਰ ਨੂੰ ਬੇਦਖ਼ਲ ਕਰਦਾ ਹਾਂ ਕਿਉਂਕਿ ਉਹ ਮੇਰੇ ਕਹਿਣੇ ਤੋਂ ਬਾਹਰ ਹੈ। ਅੱਗੇ ਤੋਂ ਉਸ ਨਾਲ ਲੈਣ-ਦੇਣ ਕਰਨ ਵਾਲਾ ਖ਼ੁਦ ਜ਼ਿੰਮੇਵਾਰ ਹੋਵੇਗਾ। [201,62,434,78]
story4-headline: ਆਪਸੀ ਪਾਰਟੀ ਦੇ ਯੁੱਧ ਵਿੰਗ ਦੀ ਮੀਟਿੰਗ ਹੋਈ [725,759,902,772]
classified-entry: I, Dolly Marwaha wife of sweet kumar, Village charkewal post office garole tehsil Ajnala District amritsar Punjab, declare that janvi is my real daughter and I have changed the name of my daughter janvi to Janvi marwaha [6,672,191,704]
public-notice-right-sign: Advocate [650,346,673,352]
bottom-feature-headline: ਗੁਰਸ਼ਰਨ ਰੰਧਾਵਾ ਨੇ ਰੁਪਿੰਦਰ ਕੌਰ ਨੂੰ ਨਿਯੁਕਤ ਕੀਤਾ ਜ਼ਿਲ੍ਹਾ ਮਹਿਲਾ ਕਾਂਗਰਸ ਪਟਿਆਲਾ ਦੀ ਪ੍ਰਧਾਨ [490,1171,939,1212]
classified-entry: ਮੇਰਾ TVS Jupiter Scootey Registration No. PB-13-0535 Chasis No.MD626EG4211H2330 Engine No.EG4H1H00816 ਦੇ ਕਾਗਜ਼ਾਤ ਮਿਤੀ 5/6/2024 ਨੂੰ ਗੁੰਮ ਹੋ ਗਏ ਹਨ, ਜੇ ਕਿਸੇ ਨੂੰ ਮਿਲਣ ਤਾਂ 15 ਦਿਨਾਂ ਦੇ ਅੰਦਰ RTO ਦਫ਼ਤਰ ਵਿਚ ਜਮ੍ਹਾਂ ਕਰਵਾ ਦੇਣ। [6,636,191,669]
newspaper-logo: ਹੱਕ ਸੱਚ ਦਾ ਪਹਿਰੇਦਾਰ [799,9,939,28]
ad-request-text: ਅਦਾਰਾ ਪਹਿਰੇਦਾਰ ਵੱਲੋਂ ਛਾਪੇ ਜਾਂਦੇ ਇਸ਼ਤਿਹਾਰਾਂ ਸਬੰਧੀ ਕਿਸੇ ਵੀ ਤਰ੍ਹਾਂ ਦੇ ਦਾਅਵੇ ਦੀ ਜ਼ਿੰਮੇਵਾਰੀ ਅਦਾਰੇ ਦੀ ਨਹੀਂ ਹੋਵੇਗੀ। ਇਸ਼ਤਿਹਾਰ ਦੇਣ ਵਾਲਾ ਖ਼ੁਦ ਜ਼ਿੰਮੇਵਾਰ ਹੋਵੇਗਾ। ਪਾਠਕ ਕਿਸੇ ਵੀ ਲੈਣ-ਦੇਣ ਤੋਂ ਪਹਿਲਾਂ ਪੂਰੀ ਤਸੱਲੀ ਕਰ ਲੈਣ। [6,735,191,759]
classified-entry: ਮੈਂ, ਜਸਵੰਤ ਸਿੰਘ ਪੁੱਤਰ ਸਿੰਘ ਵਾਸੀ ਪਿੰਡ ਆਪਣੇ ਪੁੱਤਰ ਨੂੰ ਬੇਦਖ਼ਲ ਕਰਦਾ ਹਾਂ। ਅੱਗੇ ਤੋਂ ਉਸ ਨਾਲ ਲੈਣ-ਦੇਣ ਕਰਨ ਵਾਲਾ ਖ਼ੁਦ ਜ਼ਿੰਮੇਵਾਰ ਹੋਵੇਗਾ। [201,361,434,377]
classified-entry: ਮੈਂ, ਬਲਵਿੰਦਰ ਕੌਰ ਵਾਸੀ ਪਿੰਡ ਆਪਣੇ ਪੁੱਤਰ ਅਤੇ ਨੂੰਹ ਨੂੰ ਬੇਦਖ਼ਲ ਕਰਦੀ ਹਾਂ। ਸਬੰਧਤ ਨੋਟ ਕਰਨ। [201,208,412,216]
public-notice-right-body: Notice is hereby given to the general public that my client is the absolute owner in possession of the property bearing plot no. 76 and all concerned are informed that if anybody has any objection regarding the sale, transfer or mortgage of the said property, he/she may file the same in writing within 15 days from the date of publication of this notice. Thereafter no claim whatsoever shall be entertained and the sale deed shall be executed. [566,282,673,344]
classified-entry: ਮੈਂ, ਰਘਬੀਰ ਸਿੰਘ ਪੁੱਤਰ ਪਾਲ ਸਿੰਘ ਵਾਸੀ ਪਿੰਡ ਆਪਣੇ ਲੜਕੇ ਅਤੇ ਨੂੰਹ ਨੂੰ ਆਪਣੀ ਜਾਇਦਾਦ ਤੋਂ ਬੇਦਖ਼ਲ ਕਰਦਾ ਹਾਂ। [201,269,434,286]
classified-entry: I Pallavi Bansal W/O Anuj Bansal S/O #13305-E, Street No. I, Barnala Bye Pass, Shri Colony, Bathinda Have Changed My Name From Pallavi Bansal To Pallavi Garga. [101,498,191,544]
story4-photo [688,809,939,904]
classified-entry: ਮੈਂ ਹਰਚਰਨ ਸਿੰਘ ਪੁੱਤਰ ਸਿੰਘ ਵਾਸੀ ਨੇੜੇ ਗੁਰਦੁਆਰਾ ਸਾਹਿਬ ਆਪਣੇ ਪੁੱਤਰ ਨੂੰ ਬੇਦਖ਼ਲ ਕਰਦਾ ਹਾਂ। ਸਬੰਧਤ ਨੋਟ ਕਰਨ। [444,197,677,213]
masthead [6,4,939,38]
classified-entry: ਮੈਂ ਗੁਰਪ੍ਰੀਤ ਸਿੰਘ ਪੁੱਤਰ ਮੱਖਣ ਸਿੰਘ ਵਾਸੀ ਪਿੰਡ ਮਾਜਰੀ ਨੇ ਆਪਣੇ ਨਾਬਾਲਗ ਪੁੱਤਰ ਦਾ ਨਾਮ ਬਦਲ ਕੇ ਗੁਰਨੂਰ ਸਿੰਘ ਰੱਖ ਲਿਆ ਹੈ। [6,193,96,224]
classified-entry: ਮੈਂ ਹਰਵਿੰਦਰ ਕੌਰ ਪਤਨੀ ਬਲਜਿੰਦਰ ਸਿੰਘ ਵਾਸੀ ਪਿੰਡ ਨਾਭਾ ਰੋਡ ਪਟਿਆਲਾ ਨੇ ਆਪਣਾ ਨਾਮ ਹਰਵਿੰਦਰ ਕੌਰ ਰੱਖ ਲਿਆ ਹੈ। [6,228,96,258]
classified-entry: ਮੈਂ ਬਲਵੀਰ ਕੌਰ ਪਤਨੀ ਸਿੰਘ ਵਾਸੀ ਪਿੰਡ ਆਪਣੇ ਪੁੱਤਰ ਨੂੰ ਬੇਦਖ਼ਲ ਕਰਦੀ ਹਾਂ। ਸਬੰਧਤ ਨੋਟ ਕਰਨ। [444,147,657,155]
classified-entry: ਮੈਂ ਸੁਰਜੀਤ ਕੌਰ ਪਤਨੀ ਸਿੰਘ ਵਾਸੀ ਮਕਾਨ ਨੰਬਰ 366, ਮੁਹੱਲਾ ਪਟਿਆਲਾ ਨੇ ਆਪਣੇ ਪੁੱਤਰ ਅਤੇ ਨੂੰਹ ਨੂੰ ਬੇਦਖ਼ਲ ਕਰਦੀ ਹਾਂ। [444,177,677,193]
public-notice-row [445,267,677,357]
classified-entry: ਮੇਰਾ ਸਰਟੀਫਿਕੇਟ ਨੰਬਰ X6550257 ਗੁੰਮ ਹੋ ਗਿਆ ਹੈ। ਲੱਭਣ ਵਾਲਾ ਸੰਪਰਕ ਕਰੇ X6550257 ਜਾਂ 2023 ਅਨੁਸਾਰ। [6,597,191,613]
email-label: E.mail : [272,13,311,25]
classified-entry: ਮੈਂ, ਨਾਮ ਸਾਧੂ ਪੁੱਤਰ ਰਾਮ ਪੁੱਤਰ ਨਾਮ ਵਾਸੀ ਗਲੀ 3 ਹਰਮੰਦਿਰ ਦਿਵਾਨ ਆਪਣੇ ਪੁੱਤਰ ਨੂੰ ਆਪਣੀ ਚੱਲ-ਅਚੱਲ ਜਾਇਦਾਦ ਤੋਂ ਬੇਦਖ਼ਲ ਕਰਦਾ ਹਾਂ। [201,139,434,155]
story2-photo [688,415,939,535]
